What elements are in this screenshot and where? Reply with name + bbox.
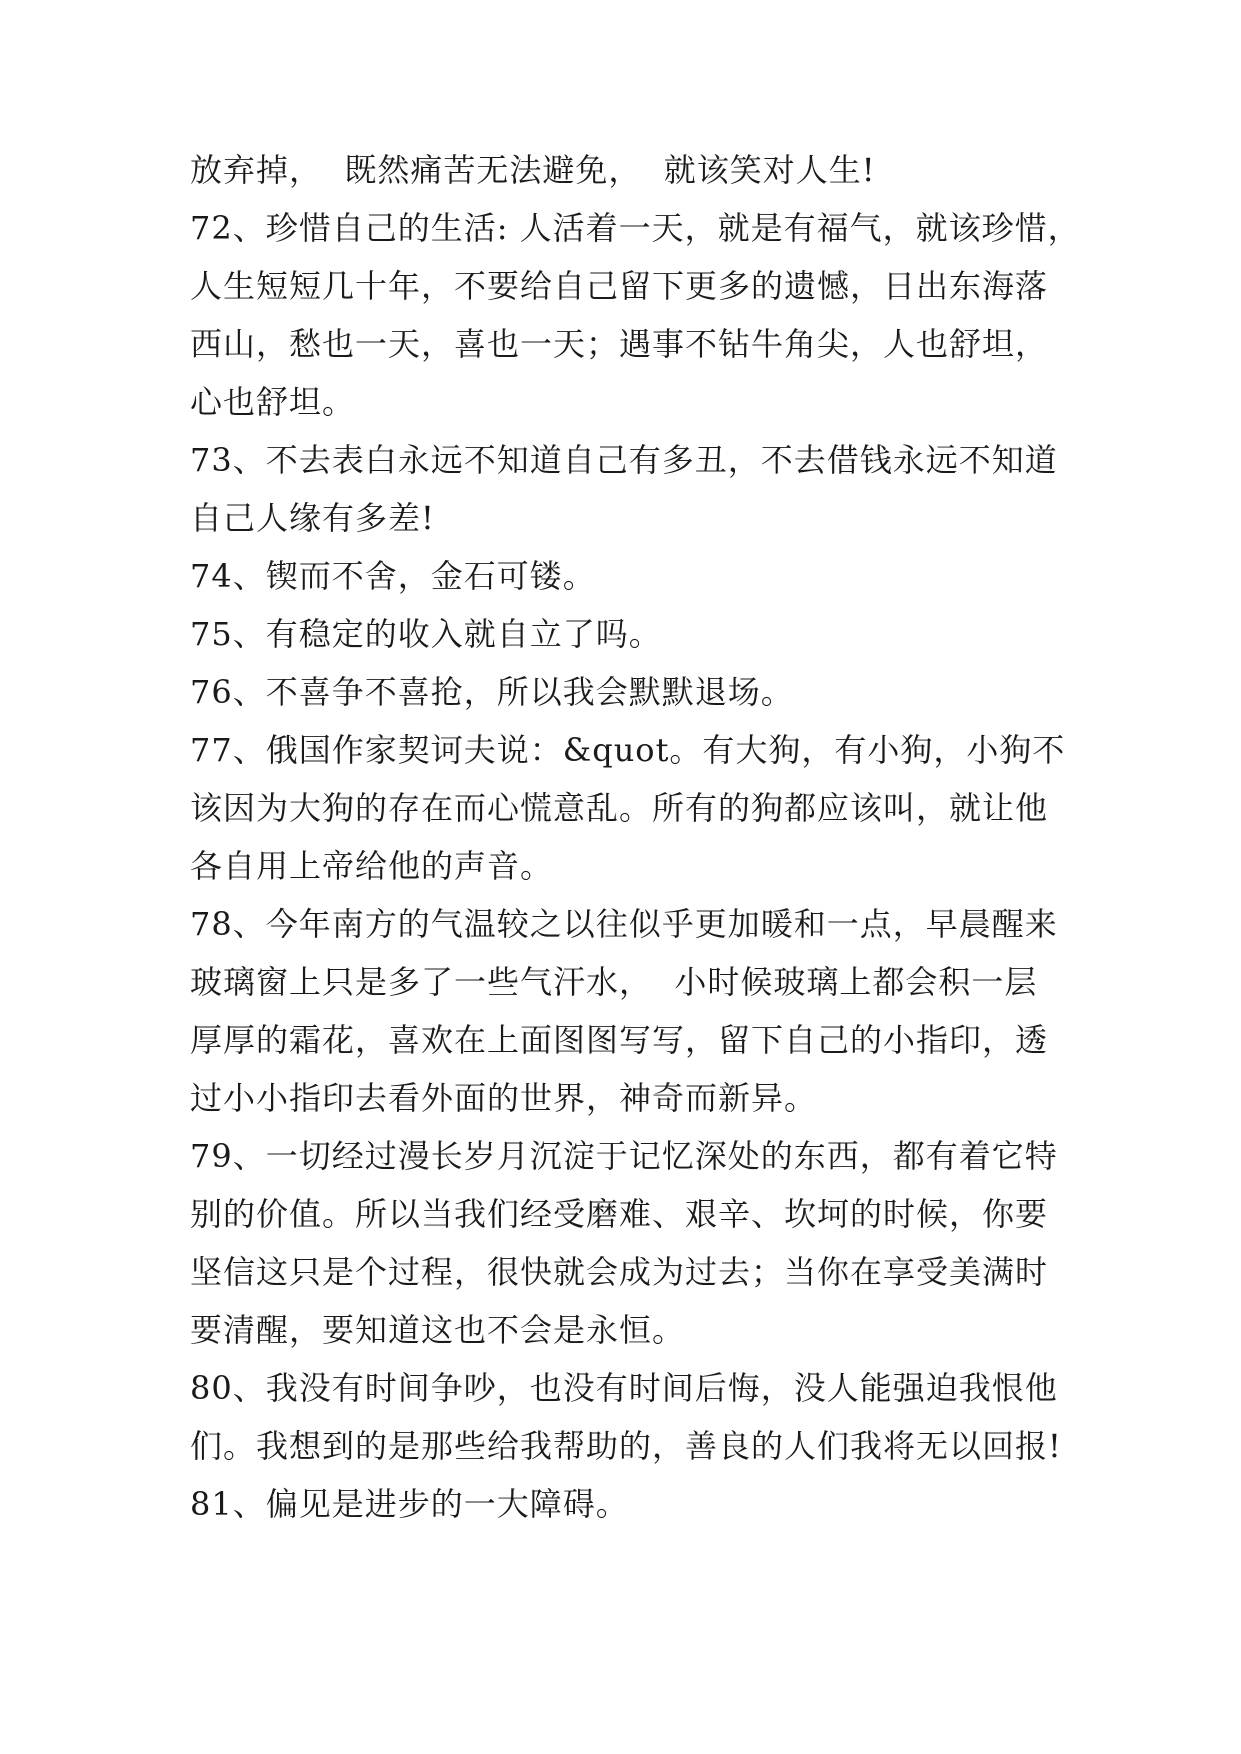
text-line: 75、有稳定的收入就自立了吗。	[190, 615, 662, 653]
text-line: 自己人缘有多差!	[190, 499, 435, 537]
text-line: 们。我想到的是那些给我帮助的，善良的人们我将无以回报!	[190, 1427, 1062, 1465]
text-line: 别的价值。所以当我们经受磨难、艰辛、坎坷的时候，你要	[190, 1195, 1049, 1233]
text-line: 78、今年南方的气温较之以往似乎更加暖和一点，早晨醒来	[190, 905, 1058, 943]
text-line: 76、不喜争不喜抢，所以我会默默退场。	[190, 673, 794, 711]
text-line: 72、珍惜自己的生活: 人活着一天，就是有福气，就该珍惜，	[190, 209, 1081, 247]
text-line: 该因为大狗的存在而心慌意乱。所有的狗都应该叫，就让他	[190, 789, 1049, 827]
text-line: 74、锲而不舍，金石可镂。	[190, 557, 596, 595]
text-line: 80、我没有时间争吵，也没有时间后悔，没人能强迫我恨他	[190, 1369, 1058, 1407]
text-line: 79、一切经过漫长岁月沉淀于记忆深处的东西，都有着它特	[190, 1137, 1058, 1175]
text-line: 73、不去表白永远不知道自己有多丑，不去借钱永远不知道	[190, 441, 1058, 479]
text-line: 要清醒，要知道这也不会是永恒。	[190, 1311, 686, 1349]
text-line: 81、偏见是进步的一大障碍。	[190, 1485, 629, 1523]
text-line: 各自用上帝给他的声音。	[190, 847, 554, 885]
text-line: 放弃掉， 既然痛苦无法避免， 就该笑对人生!	[190, 151, 876, 189]
text-line: 坚信这只是个过程，很快就会成为过去；当你在享受美满时	[190, 1253, 1049, 1291]
text-line: 玻璃窗上只是多了一些气汗水， 小时候玻璃上都会积一层	[190, 963, 1038, 1001]
text-line: 厚厚的霜花，喜欢在上面图图写写，留下自己的小指印，透	[190, 1021, 1049, 1059]
text-line: 过小小指印去看外面的世界，神奇而新异。	[190, 1079, 818, 1117]
text-line: 心也舒坦。	[190, 383, 356, 421]
text-line: 77、俄国作家契诃夫说：&quot。有大狗，有小狗，小狗不	[190, 731, 1066, 769]
text-line: 人生短短几十年，不要给自己留下更多的遗憾，日出东海落	[190, 267, 1049, 305]
text-line: 西山，愁也一天，喜也一天；遇事不钻牛角尖，人也舒坦，	[190, 325, 1049, 363]
